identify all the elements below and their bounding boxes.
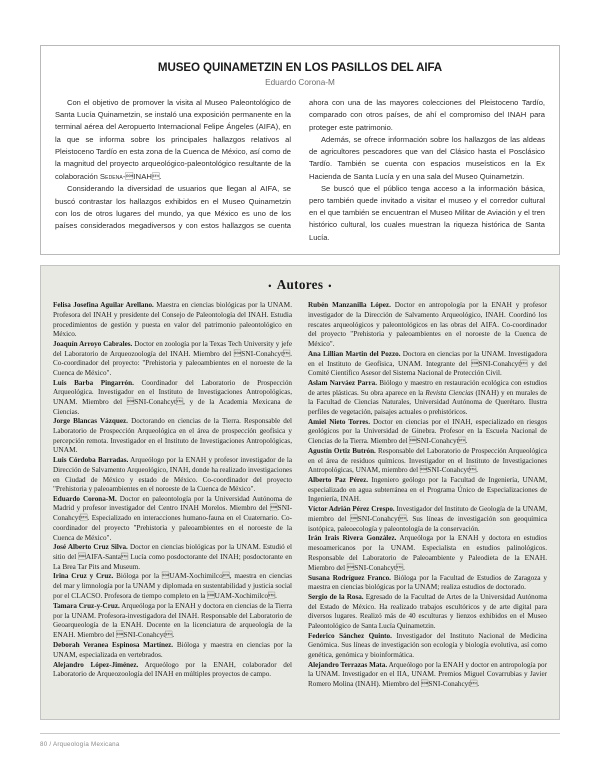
author-bio: Arqueóloga por la ENAH y doctora en estudios mesoamericanos por la UNAM. Especialista en estudios palinológicos. Responsable del Laboratorio de Paleoambiente y Paleodieta de la ENAH. Miembro del SNI-Conahcyt.: [308, 534, 547, 572]
author-entry: [53, 495, 292, 543]
author-entry: [308, 350, 547, 379]
article-paragraph: Con el objetivo de promover la visita al Museo Paleontológico de Santa Lucía Quinametzin, se instaló una exposición permanente en la terminal aérea del Aeropuerto Internacional Felipe Ángeles (AIFA), en la que se informa sobre los principales hallazgos relativos al Pleistoceno Tardío en esta zona de la Cuenca de México, así como de la magnitud del proyecto arqueológico-paleontológico resultante de la colaboración Sedena-INAH.: [55, 98, 292, 181]
author-bio: Responsable del Laboratorio de Prospección Arqueológica en el área de residuos químicos. Investigador en el Instituto de Investigaciones Antropológicas, UNAM, miembro del SNI-Conahcyt.: [308, 446, 548, 475]
author-bio: Doctora en ciencias por la UNAM. Investigadora en el Instituto de Geofísica, UNAM. Integrante del SNI-Conahcyt y del Comité Científico Asesor del Sistema Nacional de Protección Civil.: [308, 349, 548, 378]
author-name: Deborah Veranea Espinosa Martínez.: [53, 641, 174, 650]
author-bio: Arqueólogo por la ENAH y doctor en antropología por la UNAM. Investigador en el IIA, UNAM. Premios Miguel Covarrubias y Javier Romero Molina (INAH). Miembro del SNI-Conahcyt.: [308, 660, 548, 689]
author-bio: Doctor en antropología por la ENAH y profesor investigador de la Dirección de Salvamento Arqueológico, INAH. Coordinó los rescates arqueológicos y paleontológicos en las obras del AIFA. Co-coordinador del proyecto "Prehistoria y paleoambientes en el noroeste de la Cuenca de México".: [308, 301, 547, 349]
bullet-left-icon: •: [268, 280, 272, 291]
author-name: Aslam Narváez Parra.: [308, 378, 377, 387]
author-entry: [308, 632, 547, 661]
authors-list: [53, 301, 547, 690]
author-name: Rubén Manzanilla López.: [308, 301, 391, 309]
author-entry: [308, 505, 547, 534]
article-paragraph: Se buscó que el público tenga acceso a la información básica, pero también quede invitado a visitar el museo y el corredor cultural en el que también se encuentran el Museo Militar de Aviación y el tren histórico cultural, los cuales muestran la riqueza histórica de Santa Lucía.: [309, 183, 545, 242]
author-bio: Doctor en paleontología por la Universidad Autónoma de Madrid y profesor investigador del Centro INAH Morelos. Miembro del SNI-Conahcyt. Especializado en interacciones humano-fauna en el Cuaternario. Co-coordinador del proyecto "Prehistoria y paleoambientes en el noroeste de la Cuenca de México".: [53, 494, 293, 542]
author-name: Eduardo Corona-M.: [53, 494, 117, 503]
author-entry: [308, 418, 547, 447]
author-bio: Arqueóloga por la ENAH y doctora en ciencias de la Tierra por la UNAM. Profesora-investigadora del INAH. Responsable del Laboratorio de Geoarqueología de la ENAH. Docente en la licenciatura de arqueología de la ENAH. Miembro del SNI-Conahcyt.: [53, 601, 292, 640]
author-name: Felisa Josefina Aguilar Arellano.: [53, 301, 154, 309]
bullet-right-icon: •: [328, 280, 332, 291]
author-entry: [53, 661, 292, 681]
author-entry: [53, 572, 292, 601]
authors-heading: [53, 277, 547, 293]
author-bio: Doctor en ciencias biológicas por la UNAM. Estudió el sitio del AIFA-Santa Lucía como posdoctorante del INAH; posdoctorante en La Brea Tar Pits and Museum.: [53, 543, 293, 571]
author-name: Federico Sánchez Quinto.: [308, 631, 392, 640]
article-box: [40, 45, 560, 255]
author-bio: Doctor en ciencias por el INAH, especializado en riesgos geológicos por la Universidad de Ginebra. Profesor en la Escuela Nacional de Ciencias de la Tierra. Miembro del SNI-Conahcyt.: [308, 417, 547, 446]
author-name: Amiel Nieto Torres.: [308, 417, 370, 426]
author-bio: Egresado de la Facultad de Artes de la Universidad Autónoma del Estado de México. Ha realizado trabajos escultóricos y de arte digital para diversos lugares. Realizó más de 40 esculturas y lienzos exhibidos en el Museo Paleontológico de Santa Lucía Quinametzin.: [308, 593, 547, 630]
author-entry: [53, 456, 292, 495]
author-entry: [308, 379, 547, 418]
author-name: Sergio de la Rosa.: [308, 593, 364, 602]
author-entry: [53, 602, 292, 641]
author-entry: [53, 340, 292, 379]
author-name: Alberto Paz Pérez.: [308, 475, 369, 484]
author-bio: Coordinador del Laboratorio de Prospección Arqueológica. Investigador en el Instituto de Investigaciones Antropológicas, UNAM. Miembro del SNI-Conahcyt, y de la Academia Mexicana de Ciencias.: [53, 378, 292, 416]
author-bio: Bióloga por la UAM-Xochimilco, maestra en ciencias del mar y limnología por la UNAM y diplomada en sustentabilidad y justicia social por el CLACSO. Profesora de tiempo completo en la UAM-Xochimilco.: [53, 572, 293, 600]
author-bio: Bióloga y maestra en ciencias por la UNAM, especializada en vertebrados.: [53, 641, 292, 659]
author-entry: [308, 534, 547, 573]
author-entry: [53, 417, 292, 456]
author-name: Luis Córdoba Barradas.: [53, 455, 129, 464]
article-body: [55, 97, 545, 244]
article-paragraph: Considerando la diversidad de usuarios que llegan al AIFA, se buscó contrastar los hallazgos exhibidos en el Museo Quinametzin con los de otros lugares del mundo, ya que México es uno de los países considerados megadiversos y con estos hallazgos se cuenta ahora con una de las mayores colecciones del Pleistoceno Tardío, comparado con otros países, de ahí el compromiso del INAH para proteger este patrimonio.: [55, 98, 545, 230]
author-name: Joaquín Arroyo Cabrales.: [53, 339, 133, 348]
author-entry: [308, 301, 547, 350]
author-bio: Maestra en ciencias biológicas por la UNAM. Profesora del INAH y presidente del Consejo de Paleontología del INAH. Estudia procedimientos de gestión y puesta en valor del patrimonio paleontológico en México.: [53, 301, 292, 339]
author-name: Irán Irais Rivera González.: [308, 534, 397, 543]
author-name: Alejandro López-Jiménez.: [53, 660, 139, 669]
author-name: Agustín Ortiz Butrón.: [308, 446, 376, 455]
author-entry: [308, 661, 547, 690]
author-bio: Investigador del Instituto de Geología de la UNAM, miembro del SNI-Conahcyt. Sus líneas de investigación son geoquímica isotópica, paleoecología y paleontología de la conservación.: [308, 505, 548, 533]
page-title: MUSEO QUINAMETZIN EN LOS PASILLOS DEL AIFA: [157, 61, 443, 74]
author-name: José Alberto Cruz Silva.: [53, 543, 128, 552]
footer-page-label: 80 / Arqueología Mexicana: [40, 741, 120, 748]
author-entry: [308, 593, 547, 632]
author-entry: [308, 447, 547, 476]
author-bio: Investigador del Instituto Nacional de Medicina Genómica. Sus líneas de investigación son ecología y biología evolutiva, así como genética, genómica y bioinformática.: [308, 631, 547, 659]
author-name: Jorge Blancas Vázquez.: [53, 417, 128, 426]
footer-divider: [40, 733, 560, 734]
author-bio: Arqueólogo por la ENAH y profesor investigador de la Dirección de Salvamento Arqueológico, INAH, donde ha realizado investigaciones en Ciudad de México y estado de México. Co-coordinador del proyecto "Prehistoria y paleoambientes en el noroeste de la Cuenca de México".: [53, 455, 292, 494]
author-bio: Biólogo y maestro en restauración ecológica con estudios de artes plásticas. Su obra aparece en la Revista Ciencias (INAH) y en murales de la Facultad de Ciencias Naturales, Universidad Autónoma de Querétaro. Ilustra perfiles de vegetación, paisajes actuales o prehistóricos.: [308, 378, 548, 416]
author-name: Irina Cruz y Cruz.: [53, 572, 114, 581]
author-entry: [53, 301, 292, 340]
author-bio: Doctor en zoología por la Texas Tech University y jefe del Laboratorio de Arqueozoología del INAH. Miembro del SNI-Conahcyt. Co-coordinador del proyecto: "Prehistoria y paleoambientes en el noroeste de la Cuenca de México".: [53, 339, 292, 377]
author-name: Luis Barba Pingarrón.: [53, 378, 134, 387]
article-author: Eduardo Corona-M: [265, 78, 335, 87]
author-name: Susana Rodríguez Franco.: [308, 573, 391, 582]
authors-box: [40, 265, 560, 720]
author-entry: [53, 641, 292, 660]
author-bio: Arqueólogo por la ENAH, colaborador del Laboratorio de Arqueozoología del INAH en múltiples proyectos de campo.: [53, 660, 292, 679]
author-name: Víctor Adrián Pérez Crespo.: [308, 505, 395, 514]
author-entry: [53, 379, 292, 418]
author-name: Ana Lillian Martin del Pozzo.: [308, 349, 401, 358]
author-name: Alejandro Terrazas Mata.: [308, 660, 388, 669]
author-bio: Bióloga por la Facultad de Estudios de Zaragoza y maestra en ciencias biológicas por la UNAM; realiza estudios de doctorado.: [308, 573, 547, 592]
author-bio: Ingeniero geólogo por la Facultad de Ingeniería, UNAM, especializado en agua subterránea en el Programa Único de Especializaciones de Ingeniería, INAH.: [308, 475, 547, 504]
authors-heading-label: Autores: [276, 277, 324, 292]
author-bio: Doctorando en ciencias de la Tierra. Responsable del Laboratorio de Prospección Arqueológica en el área de prospección geofísica y percepción remota. Investigador en el Instituto de Investigaciones Antropológicas, UNAM.: [53, 417, 292, 455]
author-entry: [308, 476, 547, 505]
author-name: Tamara Cruz-y-Cruz.: [53, 601, 120, 610]
article-paragraph: Además, se ofrece información sobre los hallazgos de las aldeas de agricultores pescadores que van del Clásico hasta el Posclásico Tardío. También se cuenta con espacios museísticos en la Ex Hacienda de Santa Lucía y en una sala del Museo Quinametzin.: [309, 134, 545, 181]
author-entry: [53, 543, 292, 572]
author-entry: [308, 574, 547, 593]
